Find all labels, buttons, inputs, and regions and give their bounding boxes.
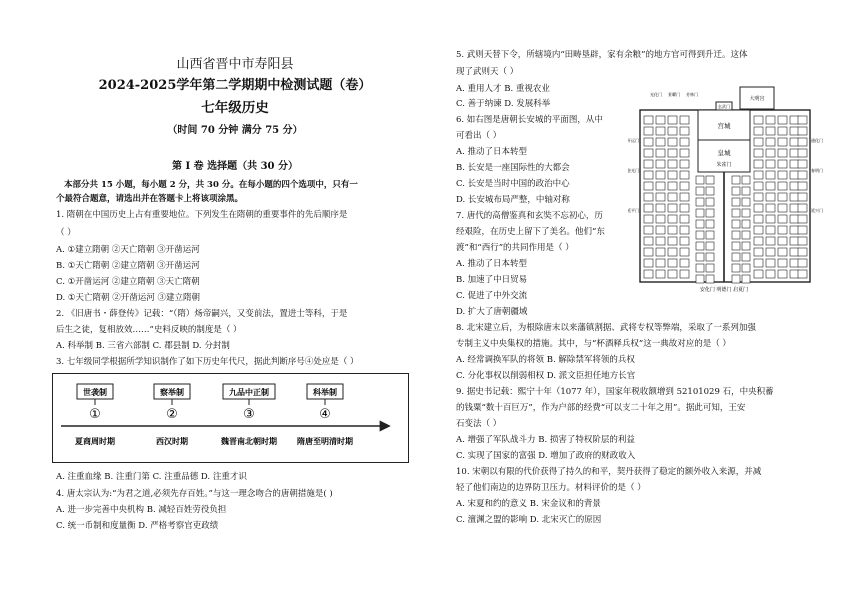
ward-block-174 [742,275,750,283]
timeline-svg [53,374,408,462]
q3-stem: 3. 七年级同学根据所学知识制作了如下历史年代尺，据此判断序号④处应是（ ） [56,357,359,367]
ward-block-56 [668,182,677,190]
ward-block-51 [778,171,787,179]
timeline-num-4: ④ [319,407,331,422]
ward-block-92 [668,226,677,234]
q8-options-cd: C. 分化事权以削弱相权 D. 派文臣担任地方长官 [456,371,636,381]
ward-block-110 [668,248,677,256]
ward-block-161 [732,242,740,250]
ward-block-156 [706,231,714,239]
q5-options-cd: C. 善于纳谏 D. 发展科举 [456,99,551,109]
ward-block-16 [790,127,799,135]
ward-block-88 [790,215,799,223]
ward-block-28 [656,149,665,157]
ward-block-131 [766,270,775,278]
ward-block-134 [798,270,807,278]
ward-block-118 [656,259,665,267]
q1-option-b: B. ①天亡隋朝 ②建立隋朝 ③开凿运河 [56,261,200,271]
ward-block-65 [668,193,677,201]
ward-block-90 [644,226,653,234]
ward-block-171 [696,275,704,283]
ward-block-17 [798,127,807,135]
q2-stem-1: 2. 《旧唐书・薛登传》记载：“（隋）炀帝嗣兴，又变前法，置进士等科，于是 [56,309,348,319]
q8-stem-1: 8. 北宋建立后，为根除唐末以来藩镇割据、武将专权等弊端，采取了一系列加强 [456,323,756,333]
ward-block-23 [766,138,775,146]
q9-stem-3: 石变法（ ） [456,419,502,429]
top-gate-3: 芳林门 [686,92,698,97]
ward-block-137 [732,176,740,184]
ward-block-20 [668,138,677,146]
ward-block-60 [778,182,787,190]
top-gate-2: 景曜门 [668,92,680,97]
ward-block-69 [778,193,787,201]
ward-block-76 [754,204,763,212]
ward-block-129 [680,270,689,278]
xuanwu-label: 玄武门 [718,104,730,109]
ward-block-19 [656,138,665,146]
ward-block-36 [644,160,653,168]
section-intro-1: 本部分共 15 小题，每小题 2 分，共 30 分。在每小题的四个选项中，只有一 [64,180,358,190]
ward-block-24 [778,138,787,146]
section-intro-2: 个最符合题意，请选出并在答题卡上将该项涂黑。 [56,194,244,204]
ward-block-167 [696,264,704,272]
ward-block-80 [798,204,807,212]
q10-options-cd: C. 澶渊之盟的影响 D. 北宋灭亡的原因 [456,515,602,525]
ward-block-81 [644,215,653,223]
right-gate-2: 春明门 [811,168,823,173]
q9-stem-2: 的钱粟“数十百巨万”，作为户部的经费“可以支二十年之用”。据此可知，王安 [456,403,746,413]
left-gate-2: 金光门 [628,168,639,173]
q7-stem-3: 渡”和“西行”的共同作用是（ ） [456,243,574,253]
timeline-box-label-4: 科举制 [313,388,337,397]
q9-stem-1: 9. 据史书记载：熙宁十年（1077 年），国家年税收额增到 52101029 石，中央积蓄 [456,387,774,397]
ward-block-35 [798,149,807,157]
ward-block-8 [798,116,807,124]
q1-stem: 1. 隋朝在中国历史上占有重要地位。下列发生在隋朝的重要事件的先后顺序是 [56,210,348,220]
ward-block-147 [696,209,704,217]
ward-block-33 [778,149,787,157]
ward-block-115 [790,248,799,256]
ward-block-126 [644,270,653,278]
ward-block-77 [766,204,775,212]
ward-block-103 [754,237,763,245]
ward-block-12 [680,127,689,135]
q8-stem-2: 专制主义中央集权的措施。其中，与“杯酒释兵权”这一典故对应的是（ ） [456,339,731,349]
ward-block-130 [754,270,763,278]
ward-block-58 [754,182,763,190]
ward-block-5 [766,116,775,124]
ward-block-165 [732,253,740,261]
q6-option-a: A. 推动了日本转型 [456,147,528,157]
ward-block-106 [790,237,799,245]
ward-block-138 [742,176,750,184]
ward-block-105 [778,237,787,245]
ward-block-140 [706,187,714,195]
exam-title: 2024-2025学年第二学期期中检测试题（卷） [98,78,372,93]
timeline-num-3: ③ [243,407,255,422]
ward-block-144 [706,198,714,206]
ward-block-127 [656,270,665,278]
q9-options-ab: A. 增强了军队战斗力 B. 损害了特权阶层的利益 [456,435,635,445]
q7-stem-1: 7. 唐代的高僧鉴真和玄奘不忘初心，历 [456,211,603,221]
ward-block-112 [754,248,763,256]
ward-block-41 [766,160,775,168]
q7-option-b: B. 加速了中日贸易 [456,275,528,285]
ward-block-42 [778,160,787,168]
ward-block-37 [656,160,665,168]
ward-block-30 [680,149,689,157]
ward-block-149 [732,209,740,217]
ward-block-139 [696,187,704,195]
q10-options-ab: A. 宋夏和约的意义 B. 宋金议和的背景 [456,499,601,509]
ward-block-57 [680,182,689,190]
ward-block-119 [668,259,677,267]
ward-block-102 [680,237,689,245]
ward-block-150 [742,209,750,217]
ward-block-0 [644,116,653,124]
timeline-num-1: ① [89,407,101,422]
ward-block-168 [706,264,714,272]
ward-block-2 [668,116,677,124]
school-line: 山西省晋中市寿阳县 [176,57,294,72]
timeline-period-3: 魏晋南北朝时期 [221,437,277,446]
ward-block-155 [696,231,704,239]
ward-block-14 [766,127,775,135]
ward-block-122 [766,259,775,267]
ward-block-55 [656,182,665,190]
timeline-figure [52,373,409,463]
timeline-period-2: 西汉时期 [156,437,188,446]
left-gate-3: 延平门 [628,208,639,213]
right-gate-1: 通化门 [811,138,823,143]
ward-block-91 [656,226,665,234]
ward-block-46 [656,171,665,179]
ward-block-108 [644,248,653,256]
ward-block-63 [644,193,653,201]
ward-block-104 [766,237,775,245]
ward-block-38 [668,160,677,168]
ward-block-78 [778,204,787,212]
daming-label: 大明宫 [749,96,765,102]
ward-block-39 [680,160,689,168]
ward-block-43 [790,160,799,168]
ward-block-142 [742,187,750,195]
ward-block-67 [754,193,763,201]
ward-block-146 [742,198,750,206]
ward-block-75 [680,204,689,212]
q6-option-d: D. 长安城布局严整，中轴对称 [456,195,570,205]
ward-block-116 [798,248,807,256]
imperial-label: 皇城 [717,149,731,157]
q7-stem-2: 经艰险，在历史上留下了美名。他们“东 [456,227,605,237]
ward-block-87 [778,215,787,223]
q7-option-c: C. 促进了中外交流 [456,291,528,301]
ward-block-3 [680,116,689,124]
ward-block-7 [790,116,799,124]
ward-block-86 [766,215,775,223]
ward-block-154 [742,220,750,228]
ward-block-132 [778,270,787,278]
ward-block-31 [754,149,763,157]
ward-block-50 [766,171,775,179]
ward-block-123 [778,259,787,267]
ward-block-29 [668,149,677,157]
ward-block-53 [798,171,807,179]
timeline-box-label-3: 九品中正制 [229,388,269,397]
ward-block-18 [644,138,653,146]
ward-block-97 [790,226,799,234]
ward-block-26 [798,138,807,146]
q9-options-cd: C. 实现了国家的富强 D. 增加了政府的财政收入 [456,451,636,461]
ward-block-6 [778,116,787,124]
section-title: 第 I 卷 选择题（共 30 分） [171,161,298,172]
ward-block-73 [656,204,665,212]
q4-options-cd: C. 统一币制和度量衡 D. 严格考察官吏政绩 [56,521,219,531]
ward-block-164 [706,253,714,261]
q5-stem-1: 5. 武则天替下令，所辖境内“田畴垦辟，家有余粮”的地方官可得到升迁。这体 [456,50,748,60]
ward-block-74 [668,204,677,212]
ward-block-68 [766,193,775,201]
ward-block-25 [790,138,799,146]
ward-block-49 [754,171,763,179]
ward-block-27 [644,149,653,157]
q2-stem-2: 后生之徒，复相放效……”史料反映的制度是（ ） [56,325,242,335]
timeline-box-label-2: 察举制 [160,388,184,397]
ward-block-98 [798,226,807,234]
ward-block-166 [742,253,750,261]
ward-block-9 [644,127,653,135]
palace-label: 宫城 [717,122,731,130]
ward-block-145 [732,198,740,206]
ward-block-85 [754,215,763,223]
changan-map [628,82,823,294]
ward-block-48 [680,171,689,179]
subject-title: 七年级历史 [201,100,269,116]
q4-stem: 4. 唐太宗认为:“为君之道,必须先存百姓。”与这一理念吻合的唐朝措施是( ) [56,489,333,499]
time-score: （时间 70 分钟 满分 75 分） [167,125,303,136]
ward-block-40 [754,160,763,168]
q10-stem-1: 10. 宋朝以有限的代价获得了持久的和平，契丹获得了稳定的额外收入来源，并减 [456,467,762,477]
ward-block-45 [644,171,653,179]
ward-block-133 [790,270,799,278]
ward-block-96 [778,226,787,234]
timeline-period-1: 夏商周时期 [75,437,115,446]
ward-block-15 [778,127,787,135]
timeline-box-label-1: 世袭制 [83,388,107,397]
ward-block-89 [798,215,807,223]
q8-options-ab: A. 经常调换军队的将领 B. 解除禁军将领的兵权 [456,355,635,365]
ward-block-152 [706,220,714,228]
ward-block-159 [696,242,704,250]
q2-options: A. 科举制 B. 三省六部制 C. 郡县制 D. 分封制 [56,341,230,351]
ward-block-82 [656,215,665,223]
ward-block-1 [656,116,665,124]
q6-stem-1: 6. 如右图是唐朝长安城的平面图，从中 [456,115,603,125]
ward-block-11 [668,127,677,135]
ward-block-71 [798,193,807,201]
ward-block-173 [732,275,740,283]
ward-block-153 [732,220,740,228]
q5-options-ab: A. 重用人才 B. 重视农业 [456,84,550,94]
ward-block-141 [732,187,740,195]
ward-block-84 [680,215,689,223]
q6-option-c: C. 长安是当时中国的政治中心 [456,179,570,189]
ward-block-169 [732,264,740,272]
left-gate-1: 开远门 [628,138,639,143]
ward-block-111 [680,248,689,256]
ward-block-47 [668,171,677,179]
ward-block-148 [706,209,714,217]
ward-block-95 [766,226,775,234]
q1-paren: （ ） [56,228,76,238]
ward-block-13 [754,127,763,135]
ward-block-44 [798,160,807,168]
ward-block-62 [798,182,807,190]
ward-block-121 [754,259,763,267]
q6-option-b: B. 长安是一座国际性的大都会 [456,163,570,173]
ward-block-109 [656,248,665,256]
ward-block-66 [680,193,689,201]
ward-block-114 [778,248,787,256]
q7-option-d: D. 扩大了唐朝疆域 [456,307,528,317]
ward-block-54 [644,182,653,190]
ward-block-170 [742,264,750,272]
ward-block-22 [754,138,763,146]
zhuque-label: 朱雀门 [716,162,732,168]
q4-options-ab: A. 进一步完善中央机构 B. 减轻百姓劳役负担 [56,505,227,515]
q1-option-a: A. ①建立隋朝 ②天亡隋朝 ③开凿运河 [56,245,200,255]
ward-block-4 [754,116,763,124]
ward-block-117 [644,259,653,267]
ward-block-70 [790,193,799,201]
right-gate-3: 延兴门 [811,208,823,213]
ward-block-158 [742,231,750,239]
ward-block-128 [668,270,677,278]
ward-block-125 [798,259,807,267]
ward-block-100 [656,237,665,245]
ward-block-32 [766,149,775,157]
q3-options: A. 注重血缘 B. 注重门第 C. 注重品德 D. 注重才识 [56,472,247,482]
q10-stem-2: 轻了他们南边的边界防卫压力。材料评价的是（ ） [456,483,646,493]
ward-block-107 [798,237,807,245]
ward-block-124 [790,259,799,267]
ward-block-113 [766,248,775,256]
timeline-period-4: 隋唐至明清时期 [297,437,353,446]
q1-option-d: D. ①天亡隋朝 ②开凿运河 ③建立隋朝 [56,293,200,303]
ward-block-136 [706,176,714,184]
ward-block-157 [732,231,740,239]
ward-block-163 [696,253,704,261]
ward-block-160 [706,242,714,250]
ward-block-59 [766,182,775,190]
changan-map-svg [628,82,823,294]
ward-block-61 [790,182,799,190]
ward-block-120 [680,259,689,267]
ward-block-52 [790,171,799,179]
ward-block-93 [680,226,689,234]
ward-block-83 [668,215,677,223]
ward-block-101 [668,237,677,245]
q7-option-a: A. 推动了日本转型 [456,259,528,269]
ward-block-10 [656,127,665,135]
ward-block-34 [790,149,799,157]
top-gate-1: 光化门 [650,92,662,97]
ward-block-172 [706,275,714,283]
ward-block-72 [644,204,653,212]
q1-option-c: C. ①开凿运河 ②建立隋朝 ③天亡隋朝 [56,277,200,287]
ward-block-143 [696,198,704,206]
ward-block-21 [680,138,689,146]
timeline-num-2: ② [166,407,178,422]
ward-block-79 [790,204,799,212]
ward-block-99 [644,237,653,245]
ward-block-162 [742,242,750,250]
bottom-gates: 安化门 明德门 启夏门 [699,287,749,293]
ward-block-135 [696,176,704,184]
ward-block-64 [656,193,665,201]
ward-block-151 [696,220,704,228]
q6-stem-2: 可看出（ ） [456,131,502,141]
ward-block-94 [754,226,763,234]
q5-stem-2: 现了武则天（ ） [456,67,519,77]
